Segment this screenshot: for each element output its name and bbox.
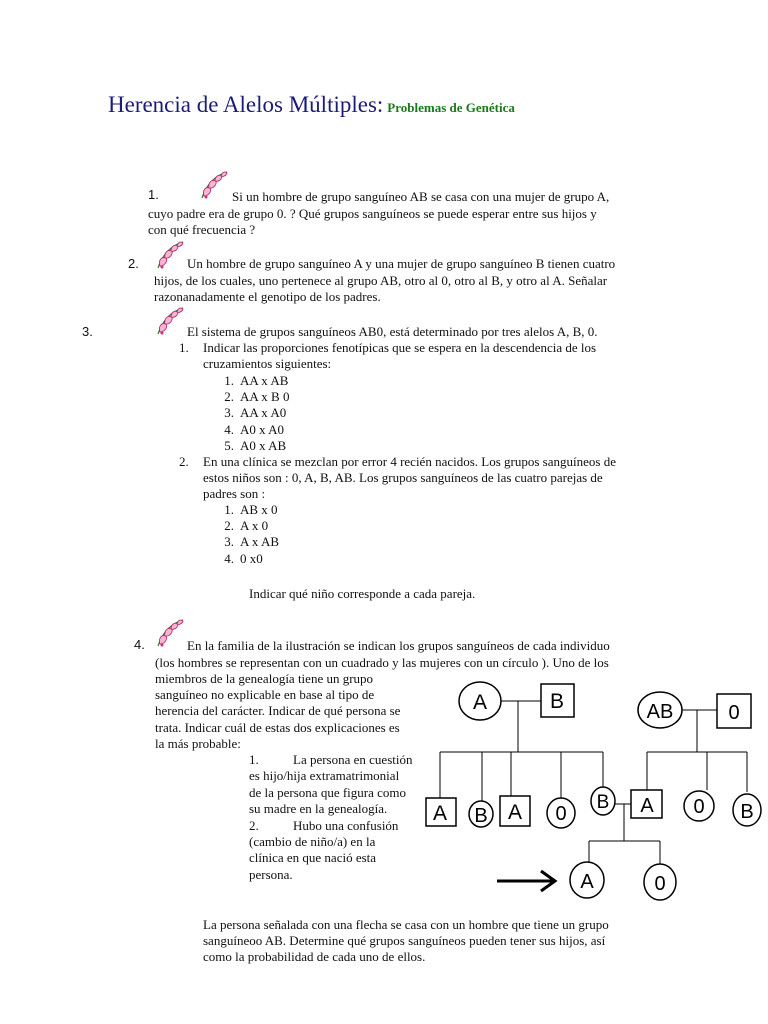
child-label: B — [474, 805, 488, 827]
left-mother-label: A — [472, 691, 488, 714]
subtitle-text: Problemas de Genética — [387, 100, 515, 115]
option-1-line-1: La persona en cuestión — [293, 752, 413, 767]
grandchild-label: 0 — [654, 873, 666, 895]
left-father-label: B — [549, 690, 565, 713]
problem-4-line-1: En la familia de la ilustración se indican los grupos sanguíneos de cada individuo — [187, 638, 610, 653]
list-item: 2. A x 0 — [224, 518, 269, 534]
list-item: 4. 0 x0 — [224, 550, 263, 566]
problem-4-number: 4. — [134, 637, 145, 652]
title-text: Herencia de Alelos Múltiples: — [108, 92, 384, 117]
list-item: 2. AA x B 0 — [224, 389, 290, 405]
option-1-line-4: su madre en la genealogía. — [249, 801, 388, 816]
problem-1-number: 1. — [148, 187, 159, 202]
right-father-label: 0 — [728, 702, 740, 724]
option-2-number: 2. — [249, 818, 259, 833]
problem-3-sub2-line-1: En una clínica se mezclan por error 4 recién nacidos. Los grupos sanguíneos de — [203, 454, 616, 469]
problem-1-line-3: con qué frecuencia ? — [148, 222, 256, 237]
option-1-line-2: es hijo/hija extramatrimonial — [249, 768, 400, 783]
option-2-line-1: Hubo una confusión — [293, 818, 399, 833]
problem-2-line-3: razonanadamente el genotipo de los padres. — [154, 289, 381, 304]
option-1-number: 1. — [249, 752, 259, 767]
option-1-line-3: de la persona que figura como — [249, 785, 407, 800]
problem-4-line-2: (los hombres se representan con un cuadrado y las mujeres con un círculo ). Uno de los — [155, 655, 609, 670]
problem-4-final: La persona señalada con una flecha se casa con un hombre que tiene un grupo sanguíneoo AB. Determine qué grupos sanguíneos pueden tener sus hijos, así como la probabilidad de cada uno de ellos. — [203, 917, 609, 965]
problem-2-line-1: Un hombre de grupo sanguíneo A y una mujer de grupo sanguíneo B tienen cuatro — [187, 256, 616, 271]
option-2-line-4: persona. — [249, 867, 293, 882]
problem-3-sub1-line-1: Indicar las proporciones fenotípicas que se espera en la descendencia de los — [203, 340, 597, 355]
list-item: 1. AA x AB — [224, 373, 289, 388]
problem-3-intro: El sistema de grupos sanguíneos AB0, está determinado por tres alelos A, B, 0. — [187, 324, 598, 339]
child-label: B — [740, 801, 754, 823]
child-label: A — [432, 802, 448, 825]
list-item: 4. A0 x A0 — [224, 421, 285, 437]
problem-3-sub2-number: 2. — [179, 454, 189, 469]
arrow-icon — [497, 871, 555, 891]
problem-3-sub2-line-3: padres son : — [203, 486, 266, 501]
problem-4-left-text: miembros de la genealogía tiene un grupo sanguíneo no explicable en base al tipo de herencia del carácter. Indicar de qué persona se trata. Indicar cuál de estas dos explicaciones es la más probable: — [155, 671, 401, 751]
child-label: 0 — [693, 796, 705, 818]
problem-1-line-1: Si un hombre de grupo sanguíneo AB se casa con una mujer de grupo A, — [232, 189, 610, 204]
problem-3-sub1-line-2: cruzamientos siguientes: — [203, 356, 332, 371]
list-item: 5. A0 x AB — [224, 437, 287, 453]
list-item: 3. AA x A0 — [224, 405, 287, 421]
problem-1-line-2: cuyo padre era de grupo 0. ? Qué grupos sanguíneos se puede esperar entre sus hijos y — [148, 206, 597, 221]
list-item: 3. A x AB — [224, 534, 280, 550]
problem-2-number: 2. — [128, 256, 139, 271]
problem-3-sub1-number: 1. — [179, 340, 189, 355]
problem-3-number: 3. — [82, 324, 93, 339]
list-item: 1. AB x 0 — [224, 502, 278, 517]
problem-3-closing: Indicar qué niño corresponde a cada pareja. — [249, 586, 476, 601]
child-label: B — [596, 792, 610, 813]
child-label: 0 — [555, 803, 567, 825]
child-label: A — [507, 801, 523, 824]
option-2-line-2: (cambio de niño/a) en la — [249, 834, 376, 849]
problem-2-line-2: hijos, de los cuales, uno pertenece al grupo AB, otro al 0, otro al B, y otro al A. Señalar — [154, 273, 608, 288]
grandchild-label: A — [580, 871, 594, 893]
right-mother-label: AB — [646, 701, 674, 723]
option-2-line-3: clínica en que nació esta — [249, 850, 377, 865]
child-label: A — [640, 795, 654, 817]
problem-3-sub2-line-2: estos niños son : 0, A, B, AB. Los grupos sanguíneos de las cuatro parejas de — [203, 470, 603, 485]
